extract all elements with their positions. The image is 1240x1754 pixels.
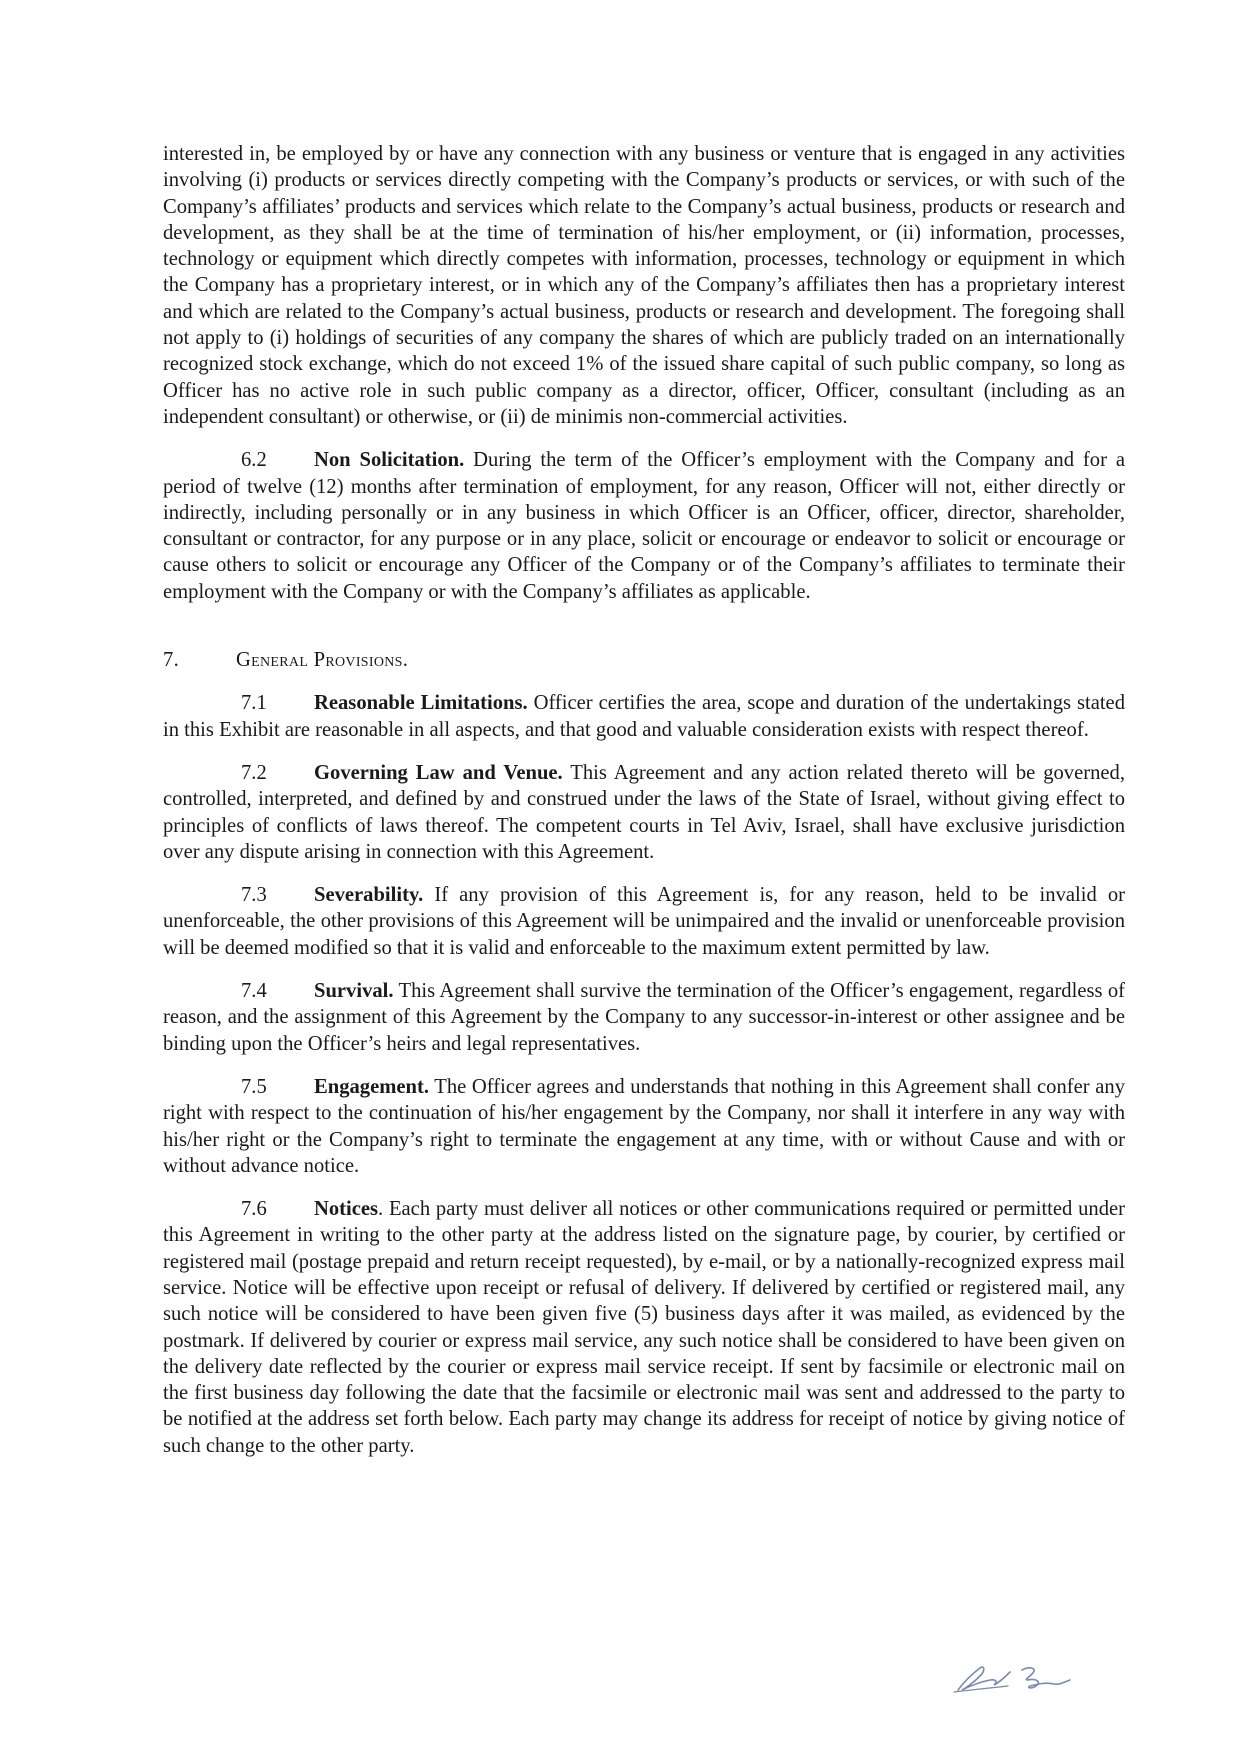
- section-number: 7.3: [241, 884, 267, 907]
- section-title: Survival.: [314, 980, 394, 1003]
- section-number: 7.1: [241, 692, 267, 715]
- section-7-6: [163, 1196, 1125, 1459]
- section-text: If any provision of this Agreement is, for any reason, held to be invalid or unenforceable, the other provisions of this Agreement will be unimpaired and the invalid or unenforceable provision will be deemed modified so that it is valid and enforceable to the maximum extent permitted by law.: [163, 884, 1125, 959]
- section-text: . Each party must deliver all notices or other communications required or permitted under this Agreement in writing to the other party at the address listed on the signature page, by courier, by certified or registered mail (postage prepaid and return receipt requested), by e-mail, or by a nationally-recognized express mail service. Notice will be effective upon receipt or refusal of delivery. If delivered by certified or registered mail, any such notice will be considered to have been given five (5) business days after it was mailed, as evidenced by the postmark. If delivered by courier or express mail service, any such notice shall be considered to have been given on the delivery date reflected by the courier or express mail service receipt. If sent by facsimile or electronic mail on the first business day following the date that the facsimile or electronic mail was sent and addressed to the party to be notified at the address set forth below. Each party may change its address for receipt of notice by giving notice of such change to the other party.: [163, 1198, 1125, 1457]
- section-number: 7.5: [241, 1075, 267, 1098]
- section-text: During the term of the Officer’s employment with the Company and for a period of twelve (12) months after termination of employment, for any reason, Officer will not, either directly or indirectly, including personally or in any business in which Officer is an Officer, officer, director, shareholder, consultant or contractor, for any purpose or in any place, solicit or encourage or endeavor to solicit or encourage or cause others to solicit or encourage any Officer of the Company or of the Company’s affiliates to terminate their employment with the Company or with the Company’s affiliates as applicable.: [163, 449, 1125, 603]
- section-title: Severability.: [314, 884, 424, 907]
- section-number: 6.2: [241, 449, 267, 472]
- section-7-5: [163, 1074, 1125, 1179]
- section-number: 7.2: [241, 761, 267, 784]
- section-number: 7.6: [241, 1198, 267, 1221]
- section-title: Engagement.: [314, 1075, 429, 1098]
- signature-icon: [950, 1660, 1080, 1696]
- section-7-1: [163, 690, 1125, 743]
- section-text: Officer certifies the area, scope and duration of the undertakings stated in this Exhibit are reasonable in all aspects, and that good and valuable consideration exists with respect thereof.: [163, 692, 1125, 741]
- section-7-4: [163, 978, 1125, 1057]
- section-title: General Provisions.: [236, 649, 409, 672]
- section-7-2: [163, 760, 1125, 865]
- document-body: [163, 141, 1125, 1459]
- section-text: This Agreement and any action related thereto will be governed, controlled, interpreted, and defined by and construed under the laws of the State of Israel, without giving effect to principles of conflicts of laws thereof. The competent courts in Tel Aviv, Israel, shall have exclusive jurisdiction over any dispute arising in connection with this Agreement.: [163, 761, 1125, 863]
- section-text: This Agreement shall survive the termination of the Officer’s engagement, regardless of reason, and the assignment of this Agreement by the Company to any successor-in-interest or other assignee and be binding upon the Officer’s heirs and legal representatives.: [163, 980, 1125, 1055]
- section-text: The Officer agrees and understands that nothing in this Agreement shall confer any right with respect to the continuation of his/her engagement by the Company, nor shall it interfere in any way with his/her right or the Company’s right to terminate the engagement at any time, with or without Cause and with or without advance notice.: [163, 1075, 1125, 1177]
- section-7-heading: [163, 647, 1125, 673]
- section-title: Non Solicitation.: [314, 449, 465, 472]
- section-number: 7.4: [241, 980, 267, 1003]
- section-title: Governing Law and Venue.: [314, 761, 563, 784]
- section-title: Notices: [314, 1198, 379, 1221]
- section-6-2: [163, 447, 1125, 605]
- section-7-3: [163, 882, 1125, 961]
- section-title: Reasonable Limitations.: [314, 692, 528, 715]
- section-number: 7.: [163, 649, 180, 672]
- paragraph-intro: interested in, be employed by or have any connection with any business or venture that is engaged in any activities involving (i) products or services directly competing with the Company’s products or services, or with such of the Company’s affiliates’ products and services which relate to the Company’s actual business, products or research and development, as they shall be at the time of termination of his/her employment, or (ii) information, processes, technology or equipment which directly competes with information, processes, technology or equipment in which the Company has a proprietary interest, or in which any of the Company’s affiliates then has a proprietary interest and which are related to the Company’s actual business, products or research and development. The foregoing shall not apply to (i) holdings of securities of any company the shares of which are publicly traded on an internationally recognized stock exchange, which do not exceed 1% of the issued share capital of such public company, so long as Officer has no active role in such public company as a director, officer, Officer, consultant (including as an independent consultant) or otherwise, or (ii) de minimis non-commercial activities.: [163, 143, 1125, 428]
